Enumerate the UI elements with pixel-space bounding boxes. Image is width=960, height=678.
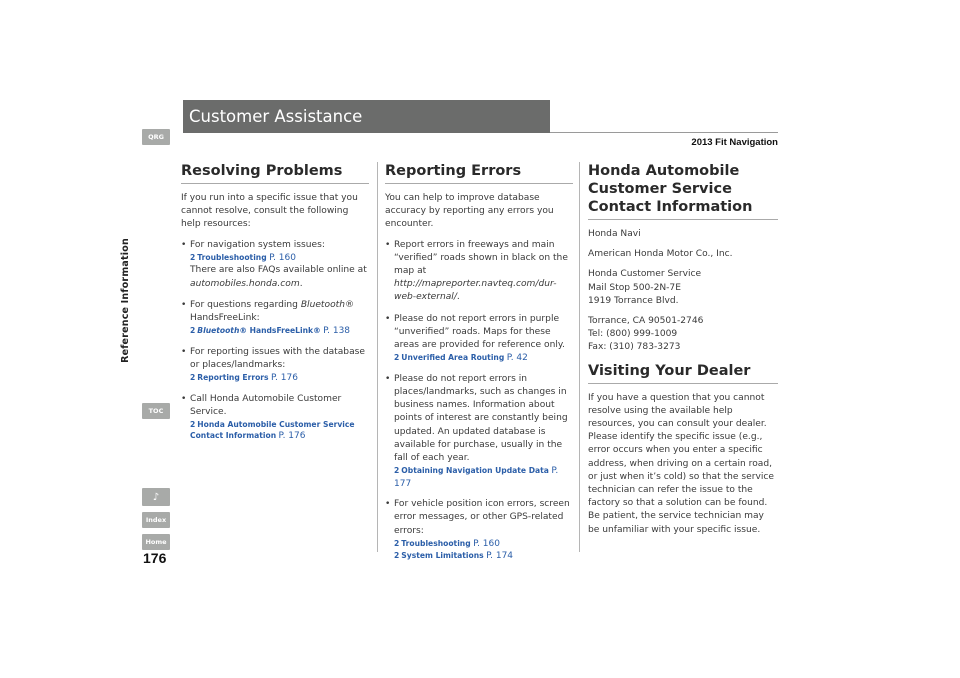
section-heading: Visiting Your Dealer [588, 362, 778, 384]
list-item: • For navigation system issues: 2 Troubleshooting P. 160 There are also FAQs available online at automobiles.honda.com. [181, 239, 369, 291]
troubleshooting-link[interactable]: 2 Troubleshooting P. 160 [394, 538, 500, 549]
column-divider [579, 162, 580, 552]
troubleshooting-link[interactable]: 2 Troubleshooting P. 160 [190, 252, 296, 263]
header-divider [550, 132, 778, 133]
reporting-errors-link[interactable]: 2 Reporting Errors P. 176 [190, 373, 298, 384]
list-item: • For questions regarding Bluetooth® HandsFreeLink: 2 Bluetooth® HandsFreeLink® P. 138 [181, 299, 369, 338]
list-item: • Please do not report errors in places/landmarks, such as changes in business names. Information about points of interest are constantly being updated. An updated database is available for purchase, usually in the fall of each year. 2 Obtaining Navigation Update Data P. 177 [385, 373, 573, 490]
contact-line: Honda Navi [588, 229, 641, 239]
contact-line: American Honda Motor Co., Inc. [588, 249, 733, 260]
column-divider [377, 162, 378, 552]
url-text: automobiles.honda.com [190, 278, 300, 289]
index-button[interactable]: Index [142, 512, 170, 528]
customer-service-link[interactable]: 2 Honda Automobile Customer Service Contact Information P. 176 [190, 419, 355, 442]
column-reporting-errors [385, 162, 573, 571]
contact-phone: Torrance, CA 90501-2746 Tel: (800) 999-1009 Fax: (310) 783-3273 [588, 316, 704, 353]
book-title: 2013 Fit Navigation [691, 137, 778, 148]
qrg-button[interactable]: QRG [142, 129, 170, 145]
intro-text: If you run into a specific issue that you cannot resolve, consult the following help resources: [181, 193, 358, 230]
section-heading: Reporting Errors [385, 162, 573, 184]
url-text: http://mapreporter.navteq.com/dur-web-external/ [394, 279, 557, 303]
list-item: • Report errors in freeways and main “verified” roads shown in black on the map at http://mapreporter.navteq.com/dur-web-external/. [385, 239, 573, 305]
voice-command-icon[interactable]: ♪ [142, 488, 170, 506]
section-heading: Honda Automobile Customer Service Contact Information [588, 162, 778, 220]
list-item: • For reporting issues with the database or places/landmarks: 2 Reporting Errors P. 176 [181, 346, 369, 385]
page-number: 176 [143, 550, 167, 566]
list-item: • Please do not report errors in purple “unverified” roads. Maps for these areas are provided for reference only. 2 Unverified Area Routing P. 42 [385, 313, 573, 365]
list-item: • For vehicle position icon errors, screen error messages, or other GPS-related errors: 2 Troubleshooting P. 160 2 System Limitations P. 174 [385, 498, 573, 563]
section-header [183, 100, 550, 133]
intro-text: You can help to improve database accuracy by reporting any errors you encounter. [385, 193, 554, 230]
resource-list [181, 239, 369, 443]
system-limitations-link[interactable]: 2 System Limitations P. 174 [394, 551, 514, 562]
list-item: • Call Honda Automobile Customer Service. 2 Honda Automobile Customer Service Contact Information P. 176 [181, 393, 369, 443]
dealer-text: If you have a question that you cannot resolve using the available help resources, you can consult your dealer. Please identify the specific issue (e.g., error occurs when you enter a specific address, when driving on a certain road, or just when it’s cold) so that the service technician can refer the issue to the factory so that a solution can be found. Be patient, the service technician may be unfamiliar with your specific issue. [588, 392, 774, 535]
column-resolving-problems [181, 162, 369, 451]
error-report-list [385, 239, 573, 563]
column-contact-info [588, 162, 778, 544]
contact-address: Honda Customer Service Mail Stop 500-2N-7E 1919 Torrance Blvd. [588, 269, 702, 306]
section-heading: Resolving Problems [181, 162, 369, 184]
page-title: Customer Assistance [189, 107, 363, 126]
unverified-routing-link[interactable]: 2 Unverified Area Routing P. 42 [394, 353, 528, 364]
handsfreelink-link[interactable]: 2 Bluetooth® HandsFreeLink® P. 138 [190, 326, 351, 337]
update-data-link[interactable]: 2 Obtaining Navigation Update Data P. 177 [394, 466, 559, 489]
section-label: Reference Information [119, 237, 131, 363]
toc-button[interactable]: TOC [142, 403, 170, 419]
home-button[interactable]: Home [142, 534, 170, 550]
